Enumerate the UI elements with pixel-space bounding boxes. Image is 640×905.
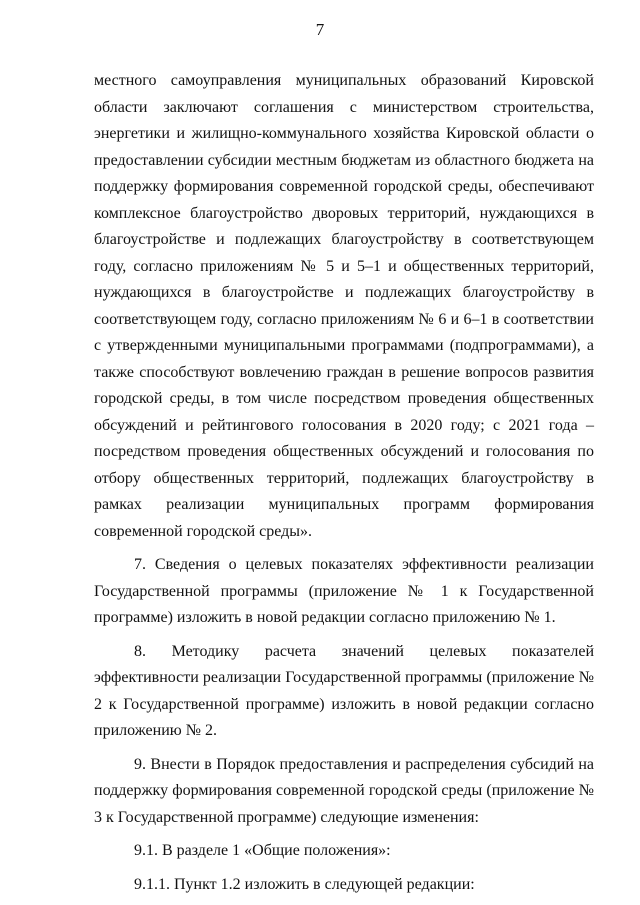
paragraph-item-9-1-1: 9.1.1. Пункт 1.2 изложить в следующей редакции: [134,875,475,893]
paragraph-item-8: 8. Методику расчета значений целевых показателей эффективности реализации Государственной программы (приложение № 2 к Государственной программе) изложить в новой редакции согласно приложению № 2. [94,642,594,739]
paragraph-item-9-1: 9.1. В разделе 1 «Общие положения»: [134,842,391,859]
page-number: 7 [315,20,325,39]
paragraph-continuation: местного самоуправления муниципальных образований Кировской области заключают соглашения с министерством строительства, энергетики и жилищно-коммунального хозяйства Кировской области о предоставлении субсидии местным бюджетам из областного бюджета на поддержку формирования современной городской среды, обеспечивают комплексное благоустройство дворовых территорий, нуждающихся в благоустройстве и подлежащих благоустройству в соответствующем году, согласно приложениям № 5 и 5–1 и общественных территорий, нуждающихся в благоустройстве и подлежащих благоустройству в соответствующем году, согласно приложениям № 6 и 6–1 в соответствии с утвержденными муниципальными программами (подпрограммами), а также способствуют вовлечению граждан в решение вопросов развития городской среды, в том числе посредством проведения общественных обсуждений и рейтингового голосования в 2020 году; с 2021 года – посредством проведения общественных обсуждений и голосования по отбору общественных территорий, подлежащих благоустройству в рамках реализации муниципальных программ формирования современной городской среды». [94,72,594,540]
paragraph-item-7: 7. Сведения о целевых показателях эффективности реализации Государственной программы (приложение № 1 к Государственной программе) изложить в новой редакции согласно приложению № 1. [94,556,594,626]
document-body [94,68,594,898]
paragraph-item-9: 9. Внести в Порядок предоставления и распределения субсидий на поддержку формирования современной городской среды (приложение № 3 к Государственной программе) следующие изменения: [94,755,594,826]
